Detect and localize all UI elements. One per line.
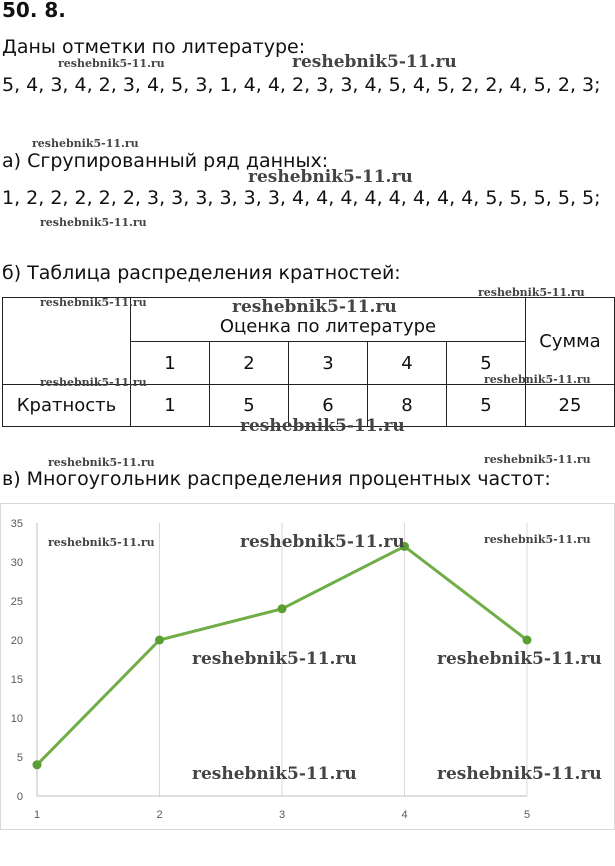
table-row-label: Кратность [3,385,131,427]
y-tick-label: 10 [10,713,23,725]
watermark: reshebnik5-11.ru [58,57,165,70]
x-tick-label: 2 [156,809,163,821]
y-tick-label: 35 [10,518,23,530]
part-a-label: а) Сгрупированный ряд данных: [2,150,329,172]
intro-label: Даны отметки по литературе: [2,36,306,58]
grade-cell: 2 [210,342,289,385]
table-corner-cell [3,298,131,385]
watermark: reshebnik5-11.ru [437,649,602,669]
grouped-series: 1, 2, 2, 2, 2, 2, 3, 3, 3, 3, 3, 3, 4, 4, 4, 4, 4, 4, 4, 4, 5, 5, 5, 5, 5; [2,187,601,209]
count-cell: 8 [368,385,447,427]
problem-number: 50. 8. [2,0,66,22]
grade-cell: 3 [289,342,368,385]
watermark: reshebnik5-11.ru [437,764,602,784]
count-cell: 6 [289,385,368,427]
y-tick-label: 30 [10,557,23,569]
table-group-header: Оценка по литературе [131,298,526,342]
grade-cell: 4 [368,342,447,385]
part-c-label: в) Многоугольник распределения процентных частот: [2,468,551,490]
data-point [278,604,287,613]
watermark: reshebnik5-11.ru [32,137,139,150]
watermark: reshebnik5-11.ru [40,376,147,389]
y-tick-label: 0 [16,791,23,803]
x-tick-label: 5 [523,809,531,821]
y-tick-label: 5 [16,752,23,764]
marks-list: 5, 4, 3, 4, 2, 3, 4, 5, 3, 1, 4, 4, 2, 3, 3, 4, 5, 4, 5, 2, 2, 4, 5, 2, 3; [2,74,601,96]
watermark: reshebnik5-11.ru [48,536,155,549]
y-tick-label: 20 [10,635,23,647]
x-tick-label: 1 [33,809,41,821]
watermark: reshebnik5-11.ru [192,764,357,784]
watermark: reshebnik5-11.ru [40,216,147,229]
x-tick-label: 3 [278,809,286,821]
watermark: reshebnik5-11.ru [478,286,585,299]
watermark: reshebnik5-11.ru [232,297,397,317]
watermark: reshebnik5-11.ru [40,296,147,309]
watermark: reshebnik5-11.ru [484,453,591,466]
watermark: reshebnik5-11.ru [240,416,405,436]
grade-cell: 1 [131,342,210,385]
total-cell: 25 [526,385,615,427]
count-cell: 5 [447,385,526,427]
watermark: reshebnik5-11.ru [192,649,357,669]
watermark: reshebnik5-11.ru [484,533,591,546]
watermark: reshebnik5-11.ru [48,456,155,469]
watermark: reshebnik5-11.ru [248,167,413,187]
watermark: reshebnik5-11.ru [292,52,457,72]
count-cell: 5 [210,385,289,427]
part-b-label: б) Таблица распределения кратностей: [2,262,401,284]
y-tick-label: 25 [10,596,23,608]
watermark: reshebnik5-11.ru [240,532,405,552]
data-point [33,760,42,769]
y-tick-label: 15 [10,674,23,686]
x-tick-label: 4 [401,809,408,821]
data-point [523,636,532,645]
grade-cell: 5 [447,342,526,385]
watermark: reshebnik5-11.ru [484,373,591,386]
count-cell: 1 [131,385,210,427]
data-point [155,636,164,645]
table-sum-header: Сумма [526,298,615,385]
